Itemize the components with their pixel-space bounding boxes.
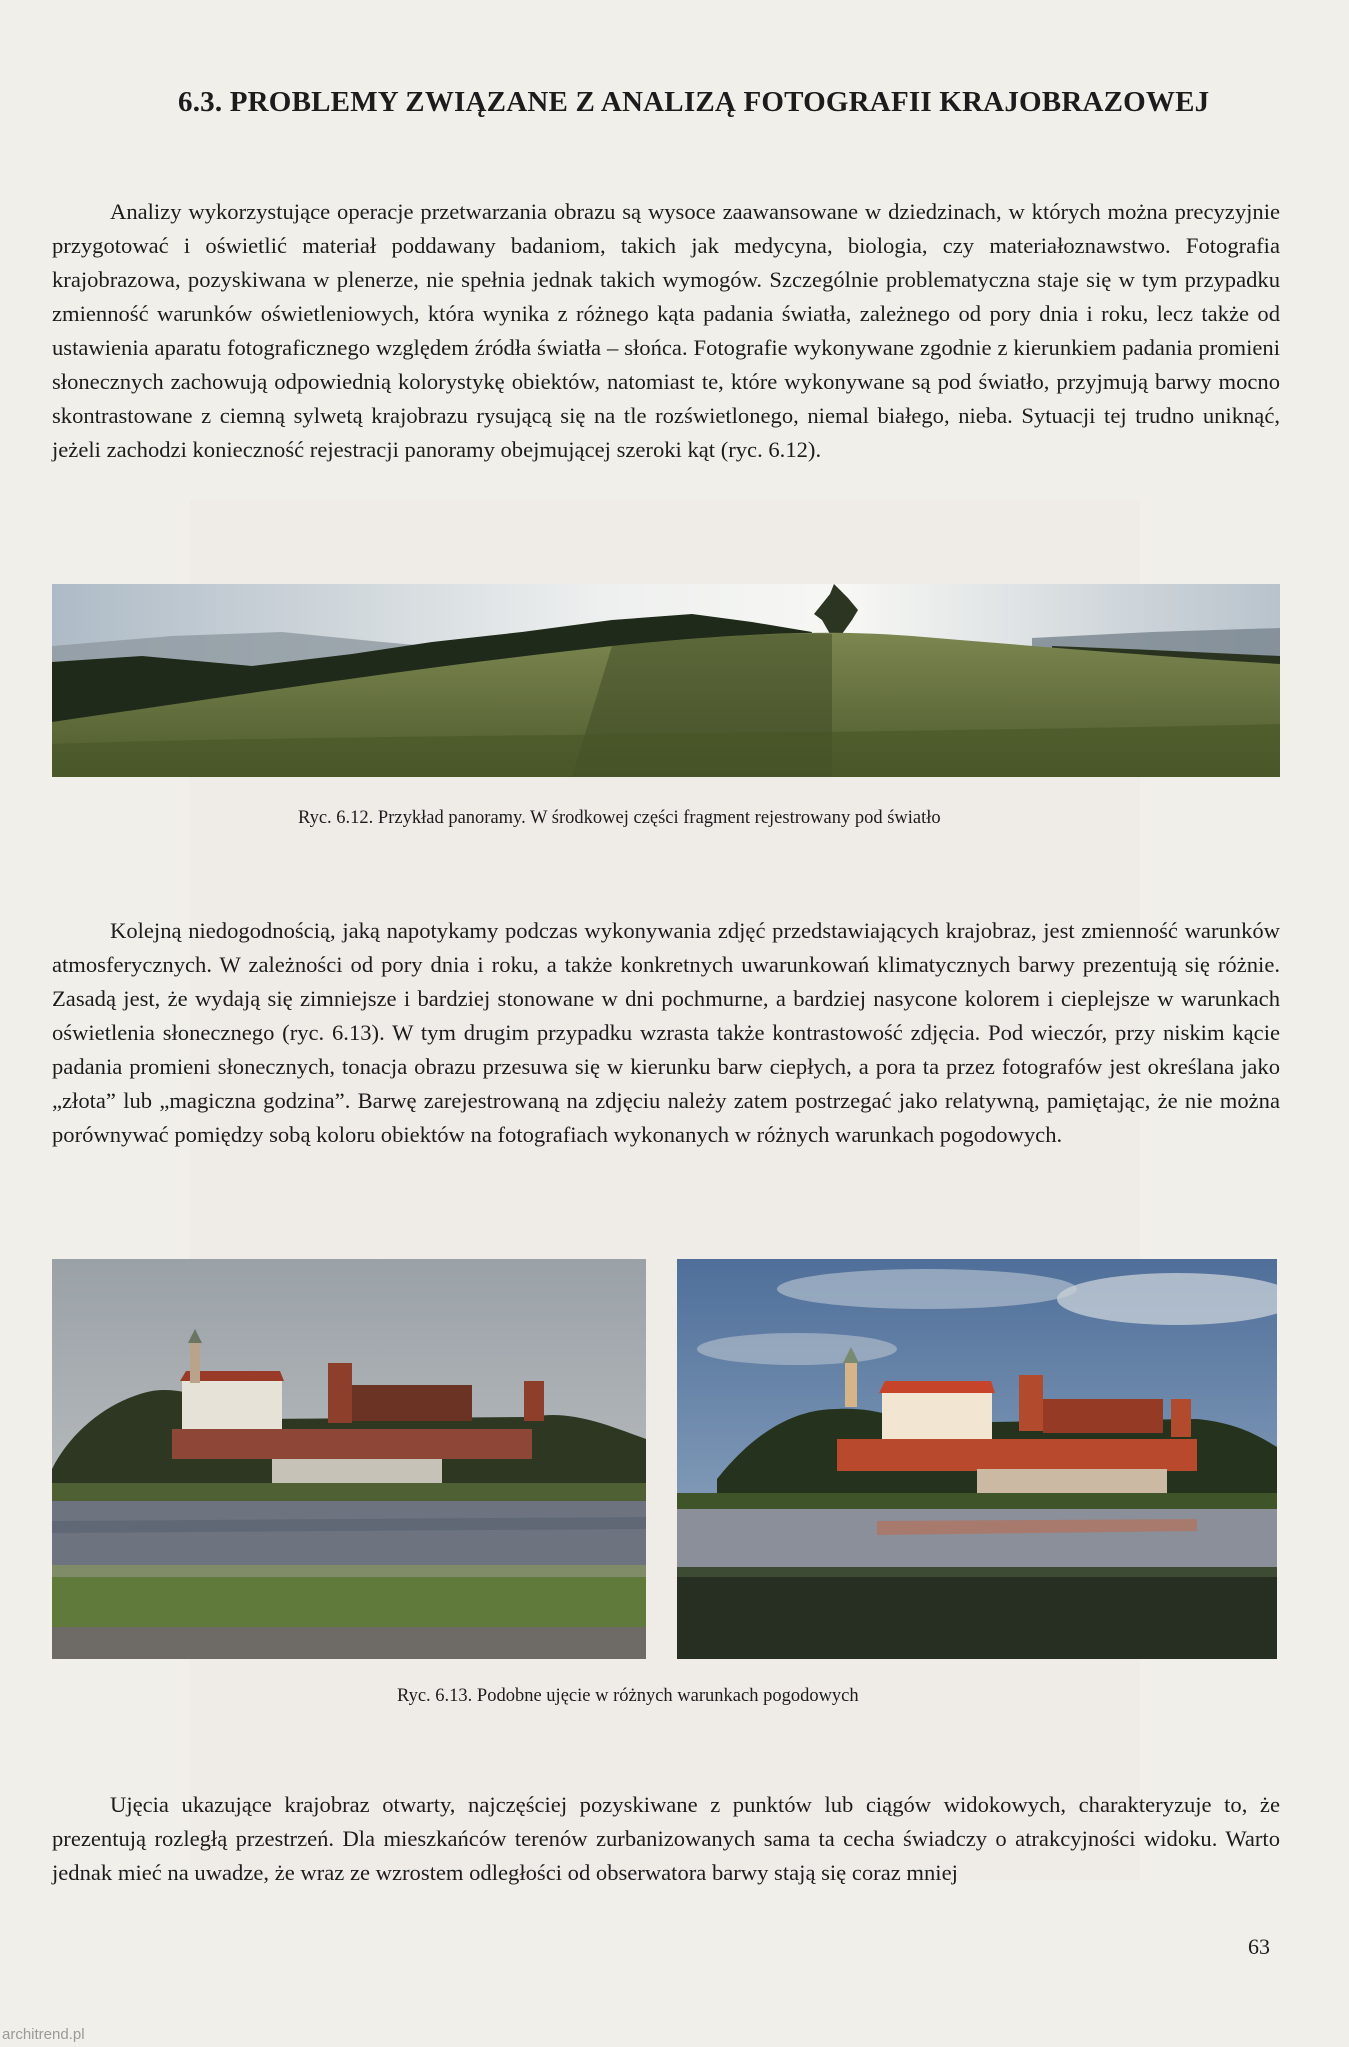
caption-fig-6-13: Ryc. 6.13. Podobne ujęcie w różnych warunkach pogodowych bbox=[397, 1686, 859, 1706]
figure-6-13-overcast-photo bbox=[52, 1259, 646, 1659]
page-number: 63 bbox=[1248, 1934, 1270, 1959]
paragraph-3: Ujęcia ukazujące krajobraz otwarty, najczęściej pozyskiwane z punktów lub ciągów widokowych, charakteryzuje to, że prezentują rozległą przestrzeń. Dla mieszkańców terenów zurbanizowanych sama ta cecha świadczy o atrakcyjności widoku. Warto jednak mieć na uwadze, że wraz ze wzrostem odległości od obserwatora barwy stają się coraz mniej bbox=[52, 1792, 1280, 1885]
paragraph-1: Analizy wykorzystujące operacje przetwarzania obrazu są wysoce zaawansowane w dziedzinach, w których można precyzyjnie przygotować i oświetlić materiał poddawany badaniom, takich jak medycyna, biologia, czy materiałoznawstwo. Fotografia krajobrazowa, pozyskiwana w plenerze, nie spełnia jednak takich wymogów. Szczególnie problematyczna staje się w tym przypadku zmienność warunków oświetleniowych, która wynika z różnego kąta padania światła, zależnego od pory dnia i roku, lecz także od ustawienia aparatu fotograficznego względem źródła światła – słońca. Fotografie wykonywane zgodnie z kierunkiem padania promieni słonecznych zachowują odpowiednią kolorystykę obiektów, natomiast te, które wykonywane są pod światło, przyjmują barwy mocno skontrastowane z ciemną sylwetą krajobrazu rysującą się na tle rozświetlonego, niemal białego, nieba. Sytuacji tej trudno uniknąć, jeżeli zachodzi konieczność rejestracji panoramy obejmującej szeroki kąt (ryc. 6.12). bbox=[52, 199, 1280, 462]
caption-fig-6-12: Ryc. 6.12. Przykład panoramy. W środkowej części fragment rejestrowany pod światło bbox=[298, 808, 941, 828]
figure-6-13-sunny-photo bbox=[677, 1259, 1277, 1659]
figure-6-12-panorama bbox=[52, 584, 1280, 777]
watermark: architrend.pl bbox=[2, 2026, 85, 2043]
paragraph-2: Kolejną niedogodnością, jaką napotykamy podczas wykonywania zdjęć przedstawiających krajobraz, jest zmienność warunków atmosferycznych. W zależności od pory dnia i roku, a także konkretnych uwarunkowań klimatycznych barwy prezentują się różnie. Zasadą jest, że wydają się zimniejsze i bardziej stonowane w dni pochmurne, a bardziej nasycone kolorem i cieplejsze w warunkach oświetlenia słonecznego (ryc. 6.13). W tym drugim przypadku wzrasta także kontrastowość zdjęcia. Pod wieczór, przy niskim kącie padania promieni słonecznych, tonacja obrazu przesuwa się w kierunku barw ciepłych, a pora ta przez fotografów jest określana jako „złota” lub „magiczna godzina”. Barwę zarejestrowaną na zdjęciu należy zatem postrzegać jako relatywną, pamiętając, że nie można porównywać pomiędzy sobą koloru obiektów na fotografiach wykonanych w różnych warunkach pogodowych. bbox=[52, 918, 1280, 1147]
section-heading: 6.3. PROBLEMY ZWIĄZANE Z ANALIZĄ FOTOGRAFII KRAJOBRAZOWEJ bbox=[178, 86, 1210, 118]
